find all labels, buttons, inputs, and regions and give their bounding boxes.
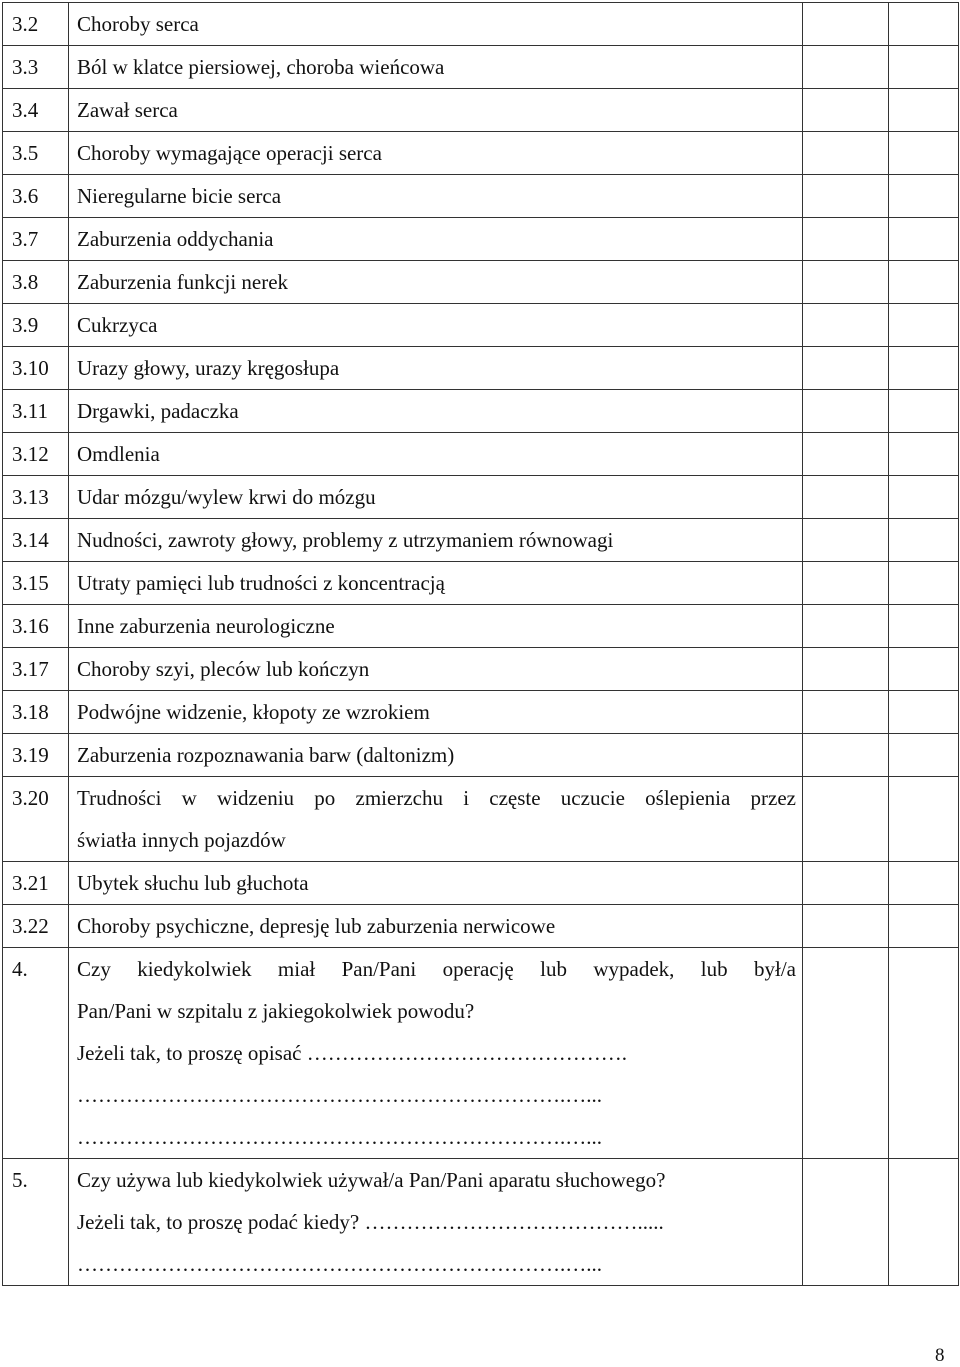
answer-cell-no[interactable] — [889, 777, 959, 862]
table-row — [3, 132, 959, 175]
answer-cell-no[interactable] — [889, 862, 959, 905]
table-row — [3, 433, 959, 476]
question-line: Pan/Pani w szpitalu z jakiegokolwiek powodu? — [77, 999, 475, 1023]
answer-cell-yes[interactable] — [803, 132, 889, 175]
answer-cell-no[interactable] — [889, 304, 959, 347]
answer-cell-no[interactable] — [889, 605, 959, 648]
page-number: 8 — [935, 1345, 945, 1366]
row-number: 4. — [3, 948, 69, 1159]
row-question: Cukrzyca — [69, 304, 803, 347]
answer-cell-yes[interactable] — [803, 304, 889, 347]
row-question — [69, 777, 803, 862]
table-row — [3, 605, 959, 648]
row-question: Choroby szyi, pleców lub kończyn — [69, 648, 803, 691]
row-number: 3.4 — [3, 89, 69, 132]
table-row — [3, 905, 959, 948]
fill-in-dots[interactable]: …………………………………………………………….…... — [77, 1083, 602, 1107]
row-question: Urazy głowy, urazy kręgosłupa — [69, 347, 803, 390]
row-number: 3.15 — [3, 562, 69, 605]
row-number: 3.12 — [3, 433, 69, 476]
describe-line — [77, 1201, 796, 1243]
table-row — [3, 175, 959, 218]
answer-cell-yes[interactable] — [803, 261, 889, 304]
table-row — [3, 476, 959, 519]
table-row — [3, 734, 959, 777]
row-question: Choroby serca — [69, 3, 803, 46]
row-question: Ubytek słuchu lub głuchota — [69, 862, 803, 905]
row-number: 3.5 — [3, 132, 69, 175]
answer-cell-yes[interactable] — [803, 3, 889, 46]
answer-cell-no[interactable] — [889, 132, 959, 175]
row-number: 3.21 — [3, 862, 69, 905]
row-number: 3.3 — [3, 46, 69, 89]
row-question: Podwójne widzenie, kłopoty ze wzrokiem — [69, 691, 803, 734]
answer-cell-no[interactable] — [889, 691, 959, 734]
row-question: Choroby psychiczne, depresję lub zaburzenia nerwicowe — [69, 905, 803, 948]
row-number: 3.11 — [3, 390, 69, 433]
describe-prompt: Jeżeli tak, to proszę opisać — [77, 1041, 302, 1065]
answer-cell-no[interactable] — [889, 1159, 959, 1286]
table-row-question-4 — [3, 948, 959, 1159]
table-row — [3, 519, 959, 562]
table-row — [3, 562, 959, 605]
row-question: Nieregularne bicie serca — [69, 175, 803, 218]
answer-cell-yes[interactable] — [803, 347, 889, 390]
row-number: 3.8 — [3, 261, 69, 304]
row-number: 5. — [3, 1159, 69, 1286]
row-number: 3.18 — [3, 691, 69, 734]
table-row — [3, 648, 959, 691]
questionnaire-body-tail — [3, 777, 959, 1286]
row-question — [69, 1159, 803, 1286]
answer-cell-yes[interactable] — [803, 648, 889, 691]
answer-cell-no[interactable] — [889, 734, 959, 777]
fill-in-dots[interactable]: ………………………………………. — [306, 1041, 627, 1065]
row-question: Zaburzenia funkcji nerek — [69, 261, 803, 304]
fill-in-dots[interactable]: …………………………………………………………….…... — [77, 1252, 602, 1276]
table-row — [3, 261, 959, 304]
table-row — [3, 691, 959, 734]
answer-cell-yes[interactable] — [803, 390, 889, 433]
answer-cell-yes[interactable] — [803, 519, 889, 562]
answer-cell-yes[interactable] — [803, 562, 889, 605]
answer-cell-yes[interactable] — [803, 175, 889, 218]
row-number: 3.9 — [3, 304, 69, 347]
answer-cell-yes[interactable] — [803, 905, 889, 948]
row-question — [69, 948, 803, 1159]
table-row — [3, 89, 959, 132]
question-line: światła innych pojazdów — [77, 828, 286, 852]
fill-in-dots[interactable]: …………………………………………………………….…... — [77, 1125, 602, 1149]
table-row — [3, 304, 959, 347]
table-row — [3, 390, 959, 433]
row-number: 3.6 — [3, 175, 69, 218]
answer-cell-no[interactable] — [889, 46, 959, 89]
answer-cell-yes[interactable] — [803, 46, 889, 89]
answer-cell-no[interactable] — [889, 218, 959, 261]
row-question: Zaburzenia oddychania — [69, 218, 803, 261]
medical-questionnaire-table — [2, 2, 959, 1286]
table-row — [3, 46, 959, 89]
answer-cell-yes[interactable] — [803, 433, 889, 476]
row-number: 3.22 — [3, 905, 69, 948]
row-question: Drgawki, padaczka — [69, 390, 803, 433]
describe-prompt: Jeżeli tak, to proszę podać kiedy? — [77, 1210, 360, 1234]
table-row — [3, 3, 959, 46]
row-number: 3.2 — [3, 3, 69, 46]
answer-cell-yes[interactable] — [803, 862, 889, 905]
answer-cell-no[interactable] — [889, 175, 959, 218]
answer-cell-no[interactable] — [889, 261, 959, 304]
row-number: 3.17 — [3, 648, 69, 691]
row-number: 3.13 — [3, 476, 69, 519]
answer-cell-yes[interactable] — [803, 1159, 889, 1286]
row-question: Omdlenia — [69, 433, 803, 476]
table-row — [3, 777, 959, 862]
answer-cell-no[interactable] — [889, 948, 959, 1159]
answer-cell-yes[interactable] — [803, 218, 889, 261]
row-question: Utraty pamięci lub trudności z koncentracją — [69, 562, 803, 605]
answer-cell-no[interactable] — [889, 89, 959, 132]
row-number: 3.16 — [3, 605, 69, 648]
answer-cell-yes[interactable] — [803, 605, 889, 648]
questionnaire-body — [3, 3, 959, 777]
describe-line — [77, 1032, 796, 1074]
answer-cell-no[interactable] — [889, 562, 959, 605]
row-number: 3.7 — [3, 218, 69, 261]
row-question: Choroby wymagające operacji serca — [69, 132, 803, 175]
answer-cell-yes[interactable] — [803, 89, 889, 132]
question-line: Czy używa lub kiedykolwiek używał/a Pan/Pani aparatu słuchowego? — [77, 1168, 666, 1192]
row-number: 3.14 — [3, 519, 69, 562]
answer-cell-no[interactable] — [889, 390, 959, 433]
table-row — [3, 218, 959, 261]
table-row — [3, 862, 959, 905]
row-question: Nudności, zawroty głowy, problemy z utrzymaniem równowagi — [69, 519, 803, 562]
answer-cell-yes[interactable] — [803, 734, 889, 777]
answer-cell-yes[interactable] — [803, 777, 889, 862]
question-line: Czy kiedykolwiek miał Pan/Pani operację lub wypadek, lub był/a — [77, 957, 796, 981]
answer-cell-no[interactable] — [889, 519, 959, 562]
row-question: Zawał serca — [69, 89, 803, 132]
row-number: 3.20 — [3, 777, 69, 862]
answer-cell-no[interactable] — [889, 347, 959, 390]
answer-cell-no[interactable] — [889, 3, 959, 46]
answer-cell-no[interactable] — [889, 476, 959, 519]
row-question: Udar mózgu/wylew krwi do mózgu — [69, 476, 803, 519]
table-row — [3, 347, 959, 390]
answer-cell-yes[interactable] — [803, 948, 889, 1159]
row-question: Ból w klatce piersiowej, choroba wieńcowa — [69, 46, 803, 89]
table-row-question-5 — [3, 1159, 959, 1286]
question-line: Trudności w widzeniu po zmierzchu i częste uczucie oślepienia przez — [77, 786, 796, 810]
answer-cell-no[interactable] — [889, 433, 959, 476]
row-number: 3.19 — [3, 734, 69, 777]
row-question: Inne zaburzenia neurologiczne — [69, 605, 803, 648]
answer-cell-no[interactable] — [889, 905, 959, 948]
answer-cell-no[interactable] — [889, 648, 959, 691]
fill-in-dots[interactable]: …………………………………..... — [364, 1210, 664, 1234]
answer-cell-yes[interactable] — [803, 691, 889, 734]
answer-cell-yes[interactable] — [803, 476, 889, 519]
row-question: Zaburzenia rozpoznawania barw (daltonizm) — [69, 734, 803, 777]
row-number: 3.10 — [3, 347, 69, 390]
